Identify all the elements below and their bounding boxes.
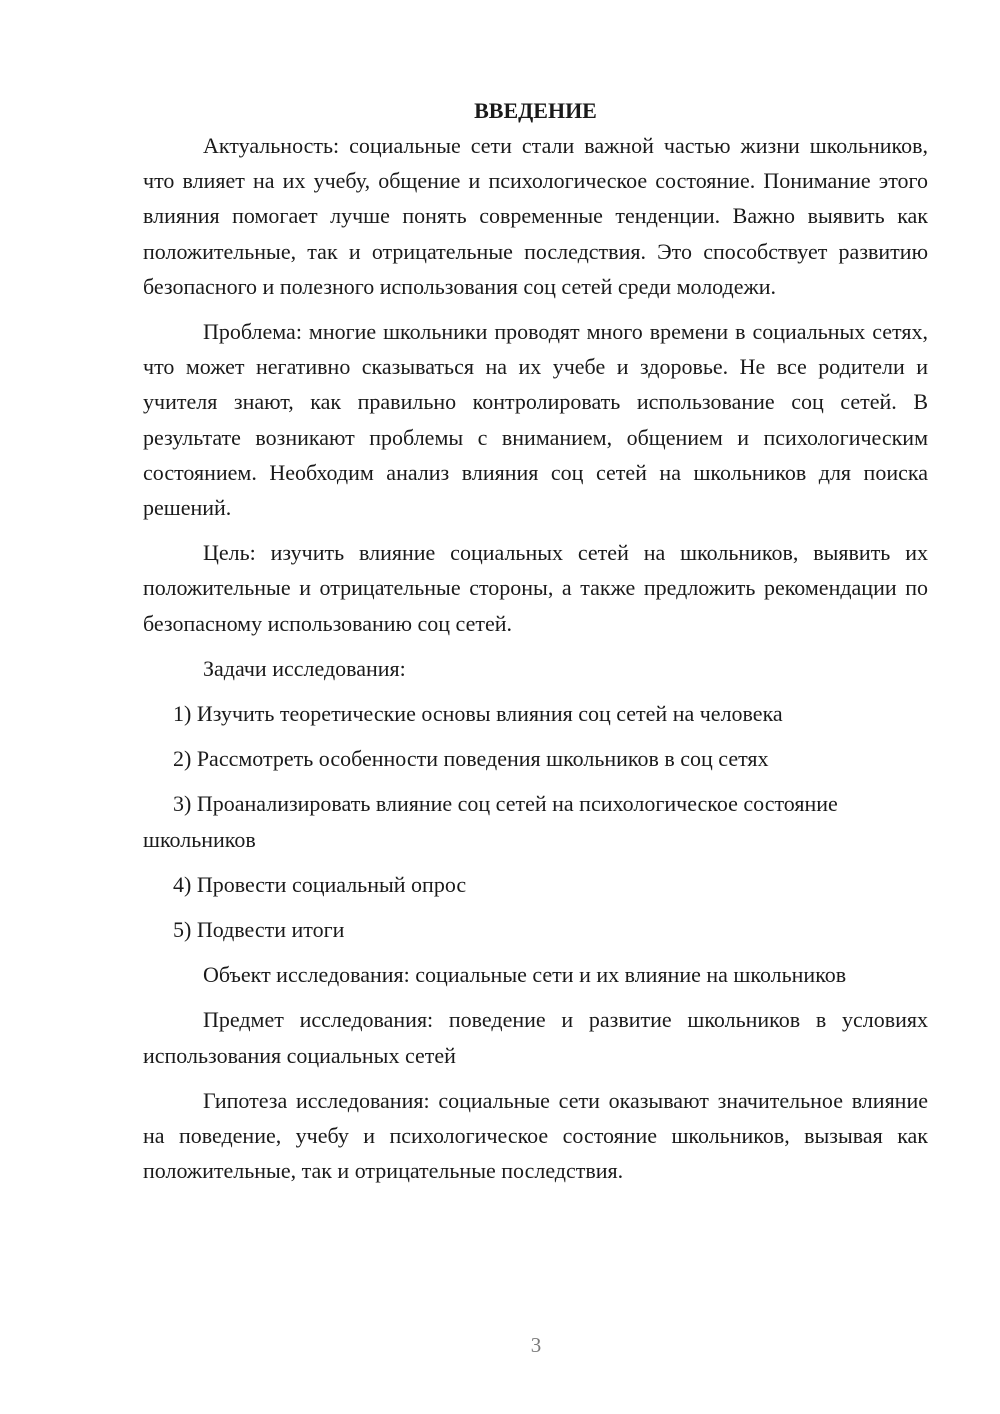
page-number: 3 xyxy=(530,1333,542,1357)
paragraph-relevance: Актуальность: социальные сети стали важной частью жизни школьников, что влияет на их учебу, общение и психологическое состояние. Понимание этого влияния помогает лучше понять современные тенденции. Важно выявить как положительные, так и отрицательные последствия. Это способствует развитию безопасного и полезного использования соц сетей среди молодежи. xyxy=(143,133,928,299)
task-item-3: 3) Проанализировать влияние соц сетей на психологическое состояние школьников xyxy=(143,791,838,852)
paragraph-hypothesis: Гипотеза исследования: социальные сети оказывают значительное влияние на поведение, учебу и психологическое состояние школьников, вызывая как положительные, так и отрицательные последствия. xyxy=(143,1087,928,1184)
paragraph-problem: Проблема: многие школьники проводят много времени в социальных сетях, что может негативно сказываться на их учебе и здоровье. Не все родители и учителя знают, как правильно контролировать использование соц сетей. В результате возникают проблемы с вниманием, общением и психологическим состоянием. Необходим анализ влияния соц сетей на школьников для поиска решений. xyxy=(143,319,928,521)
document-page xyxy=(143,95,928,1198)
paragraph-object: Объект исследования: социальные сети и их влияние на школьников xyxy=(203,962,847,988)
paragraph-goal: Цель: изучить влияние социальных сетей на школьников, выявить их положительные и отрицательные стороны, а также предложить рекомендации по безопасному использованию соц сетей. xyxy=(143,540,928,636)
paragraph-subject: Предмет исследования: поведение и развитие школьников в условиях использования социальных сетей xyxy=(143,1007,928,1068)
task-item-5: 5) Подвести итоги xyxy=(173,917,345,943)
task-item-4: 4) Провести социальный опрос xyxy=(173,871,467,897)
page-title: ВВЕДЕНИЕ xyxy=(474,98,597,123)
task-item-1: 1) Изучить теоретические основы влияния соц сетей на человека xyxy=(173,701,783,727)
tasks-heading: Задачи исследования: xyxy=(203,655,406,681)
task-item-2: 2) Рассмотреть особенности поведения школьников в соц сетях xyxy=(173,746,769,772)
